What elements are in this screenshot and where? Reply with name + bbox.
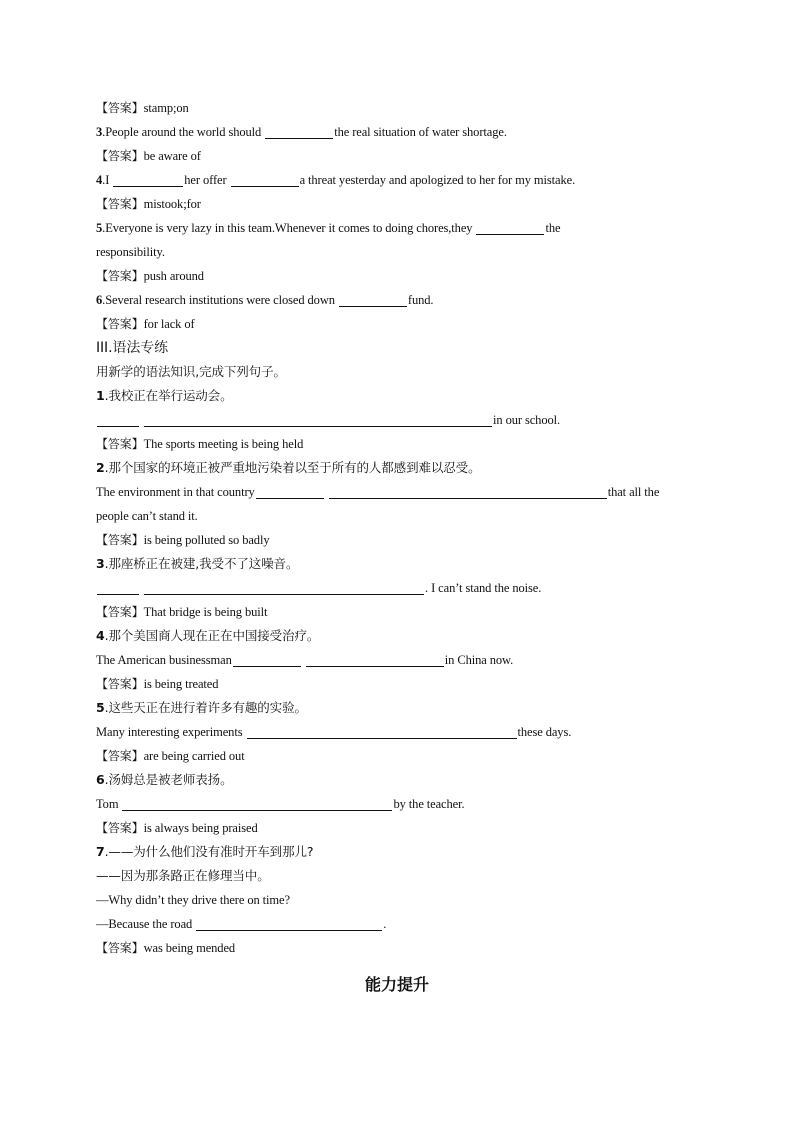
answer-blank[interactable]: [476, 220, 544, 235]
dialogue-line: —Why didn’t they drive there on time?: [96, 893, 290, 907]
worksheet-page: [96, 96, 696, 960]
question-prompt: 2.那个国家的环境正被严重地污染着以至于所有的人都感到难以忍受。: [96, 460, 481, 475]
answer-line: 【答案】is being polluted so badly: [96, 533, 270, 547]
answer-blank[interactable]: [144, 580, 424, 595]
question-line: 6.Several research institutions were closed down fund.: [96, 293, 434, 307]
question-line: in our school.: [96, 408, 696, 432]
section-heading: 能力提升: [364, 975, 429, 994]
answer-line: 【答案】is always being praised: [96, 821, 258, 835]
answer-line: 【答案】was being mended: [96, 941, 236, 955]
answer-blank[interactable]: [247, 724, 517, 739]
question-prompt: 4.那个美国商人现在正在中国接受治疗。: [96, 628, 320, 643]
answer-line: 【答案】The sports meeting is being held: [96, 437, 304, 451]
answer-blank[interactable]: [265, 124, 333, 139]
answer-line: 【答案】are being carried out: [96, 749, 245, 763]
answer-blank[interactable]: [113, 172, 183, 187]
answer-line: 【答案】mistook;for: [96, 197, 201, 211]
answer-blank[interactable]: [97, 580, 139, 595]
question-prompt: 5.这些天正在进行着许多有趣的实验。: [96, 700, 307, 715]
answer-line: 【答案】is being treated: [96, 677, 219, 691]
answer-blank[interactable]: [329, 484, 607, 499]
question-line-cont: people can’t stand it.: [96, 509, 198, 523]
question-line: 5.Everyone is very lazy in this team.Whenever it comes to doing chores,they the: [96, 221, 561, 235]
question-line: The environment in that country that all the: [96, 485, 660, 499]
answer-line: 【答案】push around: [96, 269, 204, 283]
answer-blank[interactable]: [231, 172, 299, 187]
question-line-cont: responsibility.: [96, 245, 165, 259]
question-line: The American businessman in China now.: [96, 653, 514, 667]
question-line: 3.People around the world should the real situation of water shortage.: [96, 125, 507, 139]
question-line: Tom by the teacher.: [96, 797, 465, 811]
question-prompt: 3.那座桥正在被建,我受不了这噪音。: [96, 556, 299, 571]
question-prompt: 6.汤姆总是被老师表扬。: [96, 772, 233, 787]
question-line: . I can’t stand the noise.: [96, 576, 696, 600]
question-line: 4.I her offer a threat yesterday and apologized to her for my mistake.: [96, 173, 576, 187]
answer-line: 【答案】That bridge is being built: [96, 605, 268, 619]
section-title: III.语法专练: [96, 340, 169, 356]
answer-blank[interactable]: [122, 796, 392, 811]
answer-line: 【答案】stamp;on: [96, 101, 189, 115]
answer-blank[interactable]: [144, 412, 492, 427]
question-line: Many interesting experiments these days.: [96, 725, 572, 739]
answer-line: 【答案】be aware of: [96, 149, 201, 163]
answer-blank[interactable]: [306, 652, 444, 667]
answer-blank[interactable]: [339, 292, 407, 307]
answer-blank[interactable]: [256, 484, 324, 499]
answer-blank[interactable]: [97, 412, 139, 427]
question-prompt: 7.——为什么他们没有准时开车到那儿?: [96, 844, 314, 859]
answer-blank[interactable]: [196, 916, 382, 931]
question-prompt: 1.我校正在举行运动会。: [96, 388, 233, 403]
section-instruction: 用新学的语法知识,完成下列句子。: [96, 364, 286, 379]
question-line: —Because the road .: [96, 917, 387, 931]
answer-line: 【答案】for lack of: [96, 317, 195, 331]
answer-blank[interactable]: [233, 652, 301, 667]
question-prompt-cont: ——因为那条路正在修理当中。: [96, 868, 270, 883]
